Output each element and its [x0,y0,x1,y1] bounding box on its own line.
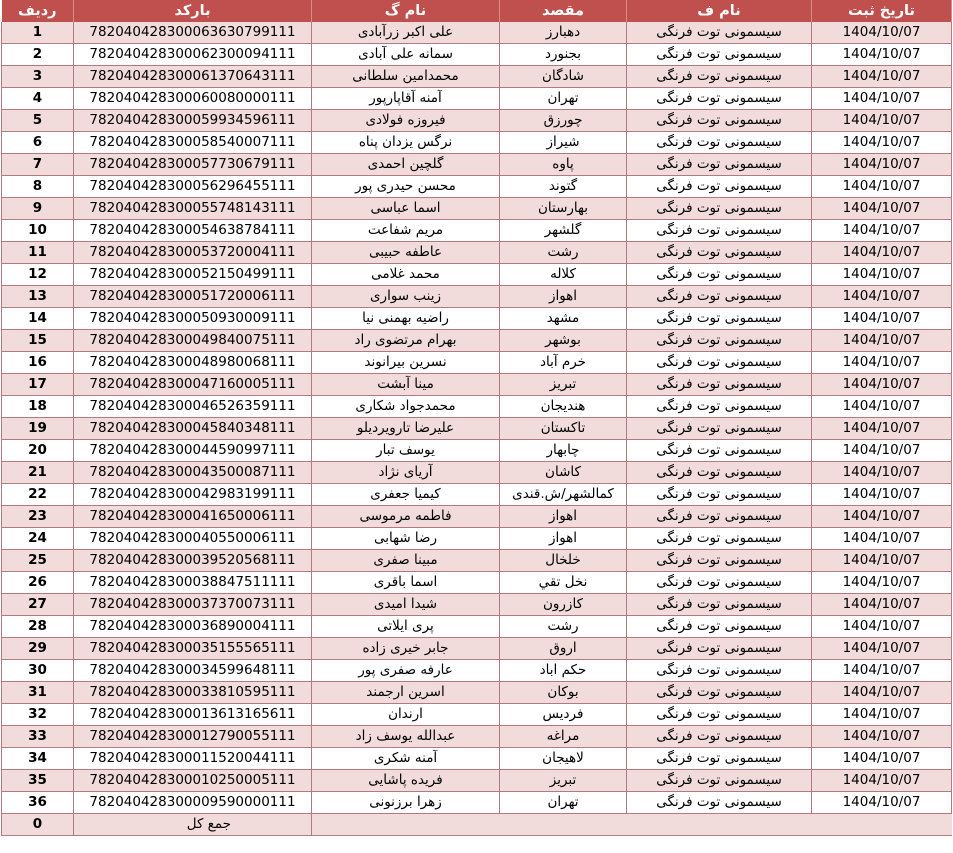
cell-destination[interactable]: لاهیجان [500,748,627,770]
cell-barcode[interactable]: 782040428300038847511111 [74,572,312,594]
cell-date[interactable]: 1404/10/07 [812,242,952,264]
table-row [2,792,952,814]
cell-row-number[interactable]: 25 [2,550,74,572]
cell-date[interactable]: 1404/10/07 [812,22,952,44]
table-row [2,660,952,682]
cell-sender[interactable]: سیسمونی توت فرنگی [627,220,812,242]
cell-destination[interactable]: کازرون [500,594,627,616]
cell-sender[interactable]: سیسمونی توت فرنگی [627,594,812,616]
cell-destination[interactable]: پاوه [500,154,627,176]
header-destination[interactable]: مقصد [500,0,627,22]
cell-recipient[interactable]: نسرین بیرانوند [312,352,500,374]
cell-date[interactable]: 1404/10/07 [812,462,952,484]
table-row [2,330,952,352]
cell-recipient[interactable]: محسن حیدری پور [312,176,500,198]
cell-date[interactable]: 1404/10/07 [812,396,952,418]
cell-recipient[interactable]: سمانه علی آبادی [312,44,500,66]
header-date[interactable]: تاریخ ثبت [812,0,952,22]
cell-recipient[interactable]: کیمیا جعفری [312,484,500,506]
cell-row-number[interactable]: 15 [2,330,74,352]
table-row [2,352,952,374]
cell-destination[interactable]: کلاله [500,264,627,286]
cell-destination[interactable]: خرم آباد [500,352,627,374]
cell-recipient[interactable]: ارندان [312,704,500,726]
cell-sender[interactable]: سیسمونی توت فرنگی [627,22,812,44]
cell-destination[interactable]: شادگان [500,66,627,88]
cell-sender[interactable]: سیسمونی توت فرنگی [627,704,812,726]
table-row [2,594,952,616]
cell-recipient[interactable]: زینب سواری [312,286,500,308]
cell-recipient[interactable]: فریده پاشایی [312,770,500,792]
cell-sender[interactable]: سیسمونی توت فرنگی [627,88,812,110]
cell-barcode[interactable]: 782040428300043500087111 [74,462,312,484]
table-row [2,462,952,484]
cell-row-number[interactable]: 7 [2,154,74,176]
cell-row-number[interactable]: 24 [2,528,74,550]
cell-row-number[interactable]: 12 [2,264,74,286]
cell-row-number[interactable]: 35 [2,770,74,792]
cell-sender[interactable]: سیسمونی توت فرنگی [627,176,812,198]
cell-row-number[interactable]: 17 [2,374,74,396]
cell-destination[interactable]: شیراز [500,132,627,154]
cell-destination[interactable]: اهواز [500,286,627,308]
cell-destination[interactable]: کاشان [500,462,627,484]
cell-recipient[interactable]: آریای نژاد [312,462,500,484]
cell-recipient[interactable]: گلچین احمدی [312,154,500,176]
cell-destination[interactable]: فردیس [500,704,627,726]
cell-destination[interactable]: چابهار [500,440,627,462]
cell-barcode[interactable]: 782040428300036890004111 [74,616,312,638]
cell-sender[interactable]: سیسمونی توت فرنگی [627,330,812,352]
cell-recipient[interactable]: فیروزه فولادی [312,110,500,132]
cell-barcode[interactable]: 782040428300041650006111 [74,506,312,528]
cell-recipient[interactable]: عبدالله یوسف زاد [312,726,500,748]
cell-date[interactable]: 1404/10/07 [812,572,952,594]
cell-sender[interactable]: سیسمونی توت فرنگی [627,506,812,528]
cell-row-number[interactable]: 16 [2,352,74,374]
table-row [2,396,952,418]
cell-sender[interactable]: سیسمونی توت فرنگی [627,66,812,88]
cell-date[interactable]: 1404/10/07 [812,660,952,682]
cell-barcode[interactable]: 782040428300013613165611 [74,704,312,726]
cell-row-number[interactable]: 32 [2,704,74,726]
cell-destination[interactable]: اهواز [500,506,627,528]
cell-destination[interactable]: گلشهر [500,220,627,242]
cell-recipient[interactable]: اسرین ارجمند [312,682,500,704]
cell-destination[interactable]: کمالشهر/ش.قندی [500,484,627,506]
cell-sender[interactable]: سیسمونی توت فرنگی [627,572,812,594]
cell-recipient[interactable]: فاطمه مرموسی [312,506,500,528]
table-row [2,638,952,660]
cell-barcode[interactable]: 782040428300046526359111 [74,396,312,418]
cell-destination[interactable]: تبریز [500,770,627,792]
cell-row-number[interactable]: 20 [2,440,74,462]
cell-barcode[interactable]: 782040428300050930009111 [74,308,312,330]
cell-barcode[interactable]: 782040428300012790055111 [74,726,312,748]
cell-date[interactable]: 1404/10/07 [812,286,952,308]
cell-destination[interactable]: مشهد [500,308,627,330]
cell-destination[interactable]: بوشهر [500,330,627,352]
cell-barcode[interactable]: 782040428300048980068111 [74,352,312,374]
total-value[interactable]: 0 [2,814,74,836]
cell-sender[interactable]: سیسمونی توت فرنگی [627,374,812,396]
header-row [2,0,952,22]
cell-row-number[interactable]: 27 [2,594,74,616]
cell-recipient[interactable]: یوسف تبار [312,440,500,462]
cell-date[interactable]: 1404/10/07 [812,66,952,88]
cell-sender[interactable]: سیسمونی توت فرنگی [627,792,812,814]
cell-row-number[interactable]: 28 [2,616,74,638]
cell-row-number[interactable]: 26 [2,572,74,594]
cell-row-number[interactable]: 2 [2,44,74,66]
table-row [2,110,952,132]
cell-date[interactable]: 1404/10/07 [812,704,952,726]
cell-sender[interactable]: سیسمونی توت فرنگی [627,308,812,330]
cell-recipient[interactable]: محمدجواد شکاری [312,396,500,418]
cell-barcode[interactable]: 782040428300058540007111 [74,132,312,154]
cell-row-number[interactable]: 22 [2,484,74,506]
cell-destination[interactable]: اروق [500,638,627,660]
total-row [2,814,952,836]
cell-recipient[interactable]: راضیه بهمنی نیا [312,308,500,330]
cell-sender[interactable]: سیسمونی توت فرنگی [627,110,812,132]
cell-destination[interactable]: تهران [500,792,627,814]
cell-barcode[interactable]: 782040428300051720006111 [74,286,312,308]
cell-barcode[interactable]: 782040428300061370643111 [74,66,312,88]
cell-destination[interactable]: خلخال [500,550,627,572]
table-row [2,550,952,572]
cell-date[interactable]: 1404/10/07 [812,550,952,572]
table-row [2,704,952,726]
cell-date[interactable]: 1404/10/07 [812,682,952,704]
cell-recipient[interactable]: عارفه صفری پور [312,660,500,682]
cell-row-number[interactable]: 13 [2,286,74,308]
table-row [2,264,952,286]
cell-recipient[interactable]: مینا آبشت [312,374,500,396]
cell-barcode[interactable]: 782040428300044590997111 [74,440,312,462]
cell-date[interactable]: 1404/10/07 [812,528,952,550]
cell-date[interactable]: 1404/10/07 [812,88,952,110]
cell-destination[interactable]: بهارستان [500,198,627,220]
cell-destination[interactable]: نخل تقي [500,572,627,594]
cell-sender[interactable]: سیسمونی توت فرنگی [627,44,812,66]
cell-barcode[interactable]: 782040428300037370073111 [74,594,312,616]
cell-barcode[interactable]: 782040428300056296455111 [74,176,312,198]
cell-sender[interactable]: سیسمونی توت فرنگی [627,550,812,572]
header-row-number[interactable]: ردیف [2,0,74,22]
table-row [2,484,952,506]
cell-sender[interactable]: سیسمونی توت فرنگی [627,660,812,682]
cell-row-number[interactable]: 29 [2,638,74,660]
cell-row-number[interactable]: 6 [2,132,74,154]
cell-sender[interactable]: سیسمونی توت فرنگی [627,396,812,418]
table-row [2,286,952,308]
cell-barcode[interactable]: 782040428300010250005111 [74,770,312,792]
cell-destination[interactable]: مراغه [500,726,627,748]
cell-row-number[interactable]: 14 [2,308,74,330]
cell-recipient[interactable]: علیرضا تارویردیلو [312,418,500,440]
cell-sender[interactable]: سیسمونی توت فرنگی [627,132,812,154]
cell-barcode[interactable]: 782040428300055748143111 [74,198,312,220]
cell-sender[interactable]: سیسمونی توت فرنگی [627,462,812,484]
table-row [2,176,952,198]
cell-row-number[interactable]: 1 [2,22,74,44]
cell-destination[interactable]: دهبارز [500,22,627,44]
cell-recipient[interactable]: عاطفه حبیبی [312,242,500,264]
cell-recipient[interactable]: آمنه آقاپارپور [312,88,500,110]
cell-date[interactable]: 1404/10/07 [812,440,952,462]
cell-row-number[interactable]: 8 [2,176,74,198]
cell-date[interactable]: 1404/10/07 [812,374,952,396]
cell-recipient[interactable]: زهرا برزنونی [312,792,500,814]
cell-date[interactable]: 1404/10/07 [812,176,952,198]
table-row [2,308,952,330]
shipment-table-sheet [1,0,951,836]
cell-destination[interactable]: رشت [500,616,627,638]
cell-destination[interactable]: بوکان [500,682,627,704]
total-empty-cell [312,814,500,836]
cell-sender[interactable]: سیسمونی توت فرنگی [627,638,812,660]
cell-barcode[interactable]: 782040428300052150499111 [74,264,312,286]
cell-date[interactable]: 1404/10/07 [812,264,952,286]
cell-barcode[interactable]: 782040428300060080000111 [74,88,312,110]
table-row [2,44,952,66]
header-barcode[interactable]: بارکد [74,0,312,22]
cell-date[interactable]: 1404/10/07 [812,616,952,638]
table-row [2,22,952,44]
cell-recipient[interactable]: نرگس یزدان پناه [312,132,500,154]
table-row [2,220,952,242]
cell-sender[interactable]: سیسمونی توت فرنگی [627,616,812,638]
table-row [2,66,952,88]
table-body [2,22,952,814]
table-row [2,748,952,770]
cell-date[interactable]: 1404/10/07 [812,506,952,528]
table-row [2,528,952,550]
cell-row-number[interactable]: 31 [2,682,74,704]
cell-destination[interactable]: رشت [500,242,627,264]
cell-destination[interactable]: گتوند [500,176,627,198]
cell-date[interactable]: 1404/10/07 [812,792,952,814]
cell-row-number[interactable]: 4 [2,88,74,110]
table-row [2,616,952,638]
total-label[interactable]: جمع کل [74,814,312,836]
header-sender[interactable]: نام ف [627,0,812,22]
cell-row-number[interactable]: 10 [2,220,74,242]
cell-row-number[interactable]: 30 [2,660,74,682]
cell-row-number[interactable]: 18 [2,396,74,418]
shipment-table [1,0,952,836]
cell-destination[interactable]: حکم اباد [500,660,627,682]
cell-barcode[interactable]: 782040428300053720004111 [74,242,312,264]
table-row [2,770,952,792]
cell-destination[interactable]: تاکستان [500,418,627,440]
table-row [2,572,952,594]
cell-row-number[interactable]: 36 [2,792,74,814]
cell-recipient[interactable]: بهرام مرتضوی راد [312,330,500,352]
cell-recipient[interactable]: آمنه شکری [312,748,500,770]
cell-barcode[interactable]: 782040428300040550006111 [74,528,312,550]
cell-date[interactable]: 1404/10/07 [812,770,952,792]
cell-row-number[interactable]: 33 [2,726,74,748]
cell-barcode[interactable]: 782040428300059934596111 [74,110,312,132]
cell-sender[interactable]: سیسمونی توت فرنگی [627,726,812,748]
cell-recipient[interactable]: رضا شهابی [312,528,500,550]
cell-barcode[interactable]: 782040428300033810595111 [74,682,312,704]
cell-destination[interactable]: چورزق [500,110,627,132]
table-row [2,154,952,176]
table-row [2,374,952,396]
table-row [2,242,952,264]
cell-destination[interactable]: تهران [500,88,627,110]
cell-sender[interactable]: سیسمونی توت فرنگی [627,770,812,792]
cell-sender[interactable]: سیسمونی توت فرنگی [627,748,812,770]
table-row [2,726,952,748]
cell-date[interactable]: 1404/10/07 [812,748,952,770]
table-row [2,418,952,440]
cell-recipient[interactable]: جابر خیری زاده [312,638,500,660]
cell-destination[interactable]: هندیجان [500,396,627,418]
cell-barcode[interactable]: 782040428300054638784111 [74,220,312,242]
cell-date[interactable]: 1404/10/07 [812,352,952,374]
cell-sender[interactable]: سیسمونی توت فرنگی [627,154,812,176]
cell-barcode[interactable]: 782040428300047160005111 [74,374,312,396]
cell-barcode[interactable]: 782040428300042983199111 [74,484,312,506]
cell-barcode[interactable]: 782040428300039520568111 [74,550,312,572]
table-row [2,198,952,220]
cell-date[interactable]: 1404/10/07 [812,308,952,330]
cell-sender[interactable]: سیسمونی توت فرنگی [627,682,812,704]
cell-date[interactable]: 1404/10/07 [812,638,952,660]
total-empty-cell [500,814,627,836]
total-empty-cell [627,814,812,836]
cell-destination[interactable]: تبریز [500,374,627,396]
cell-row-number[interactable]: 23 [2,506,74,528]
cell-date[interactable]: 1404/10/07 [812,198,952,220]
total-empty-cell [812,814,952,836]
cell-sender[interactable]: سیسمونی توت فرنگی [627,286,812,308]
cell-sender[interactable]: سیسمونی توت فرنگی [627,198,812,220]
cell-row-number[interactable]: 34 [2,748,74,770]
cell-sender[interactable]: سیسمونی توت فرنگی [627,418,812,440]
cell-date[interactable]: 1404/10/07 [812,330,952,352]
cell-barcode[interactable]: 782040428300045840348111 [74,418,312,440]
cell-row-number[interactable]: 11 [2,242,74,264]
cell-barcode[interactable]: 782040428300009590000111 [74,792,312,814]
cell-destination[interactable]: بجنورد [500,44,627,66]
cell-sender[interactable]: سیسمونی توت فرنگی [627,484,812,506]
header-recipient[interactable]: نام گ [312,0,500,22]
cell-sender[interactable]: سیسمونی توت فرنگی [627,264,812,286]
cell-date[interactable]: 1404/10/07 [812,110,952,132]
cell-sender[interactable]: سیسمونی توت فرنگی [627,440,812,462]
table-row [2,88,952,110]
cell-destination[interactable]: اهواز [500,528,627,550]
cell-barcode[interactable]: 782040428300011520044111 [74,748,312,770]
cell-sender[interactable]: سیسمونی توت فرنگی [627,528,812,550]
cell-recipient[interactable]: مریم شفاعت [312,220,500,242]
cell-barcode[interactable]: 782040428300049840075111 [74,330,312,352]
cell-date[interactable]: 1404/10/07 [812,44,952,66]
table-row [2,132,952,154]
cell-date[interactable]: 1404/10/07 [812,220,952,242]
cell-recipient[interactable]: محمد غلامی [312,264,500,286]
cell-row-number[interactable]: 5 [2,110,74,132]
cell-recipient[interactable]: اسما عباسی [312,198,500,220]
cell-barcode[interactable]: 782040428300063630799111 [74,22,312,44]
cell-barcode[interactable]: 782040428300034599648111 [74,660,312,682]
cell-date[interactable]: 1404/10/07 [812,154,952,176]
cell-date[interactable]: 1404/10/07 [812,418,952,440]
cell-row-number[interactable]: 21 [2,462,74,484]
cell-row-number[interactable]: 9 [2,198,74,220]
cell-date[interactable]: 1404/10/07 [812,594,952,616]
cell-row-number[interactable]: 19 [2,418,74,440]
cell-barcode[interactable]: 782040428300057730679111 [74,154,312,176]
cell-sender[interactable]: سیسمونی توت فرنگی [627,352,812,374]
cell-date[interactable]: 1404/10/07 [812,726,952,748]
cell-recipient[interactable]: محمدامین سلطانی [312,66,500,88]
cell-recipient[interactable]: اسما باقری [312,572,500,594]
cell-date[interactable]: 1404/10/07 [812,484,952,506]
cell-date[interactable]: 1404/10/07 [812,132,952,154]
cell-recipient[interactable]: مبینا صفری [312,550,500,572]
cell-sender[interactable]: سیسمونی توت فرنگی [627,242,812,264]
table-row [2,682,952,704]
table-row [2,506,952,528]
cell-recipient[interactable]: پری ایلاتی [312,616,500,638]
cell-row-number[interactable]: 3 [2,66,74,88]
cell-recipient[interactable]: شیدا امیدی [312,594,500,616]
cell-barcode[interactable]: 782040428300035155565111 [74,638,312,660]
table-row [2,440,952,462]
cell-barcode[interactable]: 782040428300062300094111 [74,44,312,66]
cell-recipient[interactable]: علی اکبر زرآبادی [312,22,500,44]
